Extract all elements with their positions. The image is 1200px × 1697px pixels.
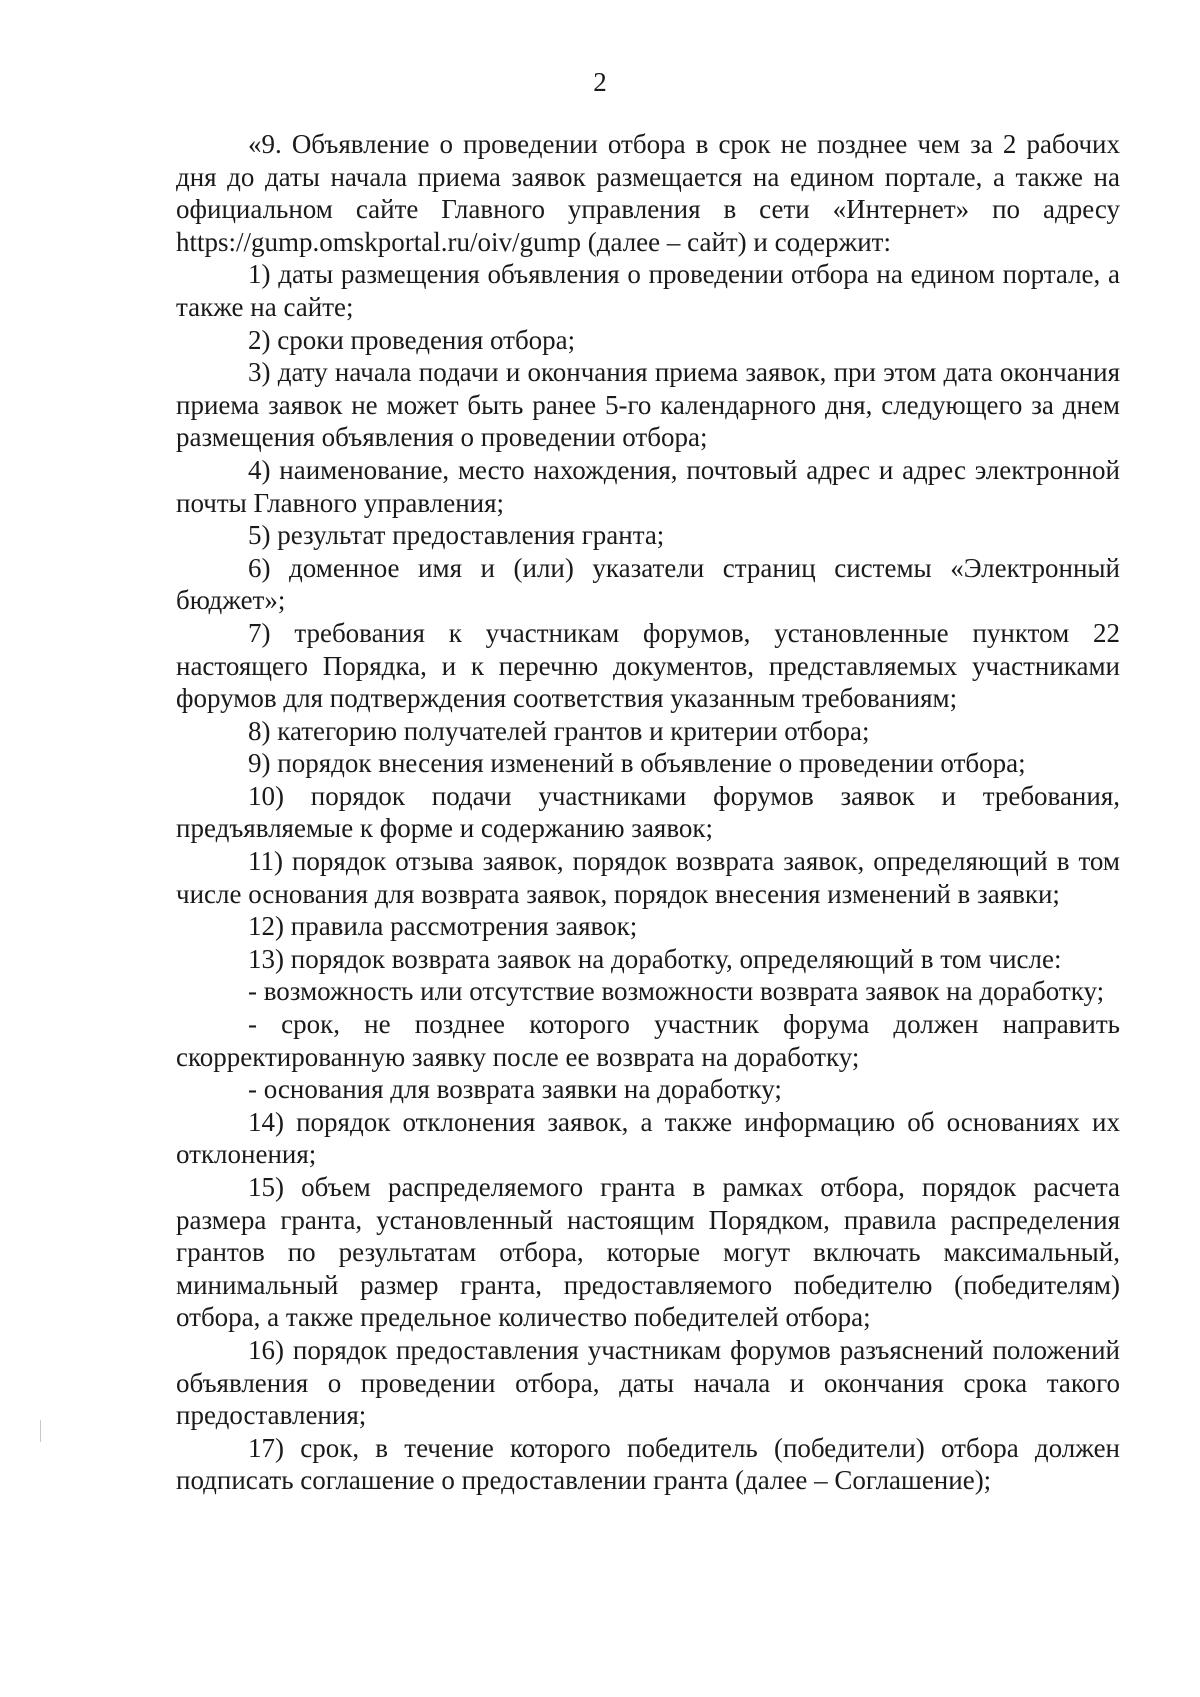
list-item-15: 15) объем распределяемого гранта в рамках отбора, порядок расчета размера гранта, установленный настоящим Порядком, правила распределения грантов по результатам отбора, которые могут включать максимальный, минимальный размер гранта, предоставляемого победителю (победителям) отбора, а также предельное количество победителей отбора; [176, 1172, 1120, 1333]
page-number: 2 [593, 67, 607, 97]
list-item-3: 3) дату начала подачи и окончания приема заявок, при этом дата окончания приема заявок не может быть ранее 5-го календарного дня, следующего за днем размещения объявления о проведении отбора; [176, 357, 1120, 453]
document-body [176, 128, 1120, 1497]
list-item-10: 10) порядок подачи участниками форумов заявок и требования, предъявляемые к форме и содержанию заявок; [176, 780, 1120, 844]
list-item-5: 5) результат предоставления гранта; [248, 520, 665, 551]
list-item-7: 7) требования к участникам форумов, установленные пунктом 22 настоящего Порядка, и к перечню документов, представляемых участниками форумов для подтверждения соответствия указанным требованиям; [176, 617, 1120, 714]
list-item-6: 6) доменное имя и (или) указатели страниц системы «Электронный бюджет»; [176, 552, 1120, 616]
list-item-16: 16) порядок предоставления участникам форумов разъяснений положений объявления о проведении отбора, даты начала и окончания срока такого предоставления; [176, 1334, 1120, 1431]
list-item-17: 17) срок, в течение которого победитель (победители) отбора должен подписать соглашение о предоставлении гранта (далее – Соглашение); [176, 1432, 1120, 1496]
list-item-8: 8) категорию получателей грантов и критерии отбора; [248, 715, 870, 746]
list-item-12: 12) правила рассмотрения заявок; [248, 911, 638, 942]
list-item-11: 11) порядок отзыва заявок, порядок возврата заявок, определяющий в том числе основания для возврата заявок, порядок внесения изменений в заявки; [176, 846, 1120, 909]
list-item-9: 9) порядок внесения изменений в объявление о проведении отбора; [248, 748, 1026, 779]
list-subitem-13-b: - срок, не позднее которого участник форума должен направить скорректированную заявку после ее возврата на доработку; [176, 1009, 1120, 1072]
list-item-14: 14) порядок отклонения заявок, а также информацию об основаниях их отклонения; [176, 1106, 1120, 1170]
list-item-2: 2) сроки проведения отбора; [248, 324, 576, 355]
list-item-13: 13) порядок возврата заявок на доработку, определяющий в том числе: [248, 943, 1062, 974]
list-item-4: 4) наименование, место нахождения, почтовый адрес и адрес электронной почты Главного управления; [176, 454, 1120, 518]
list-subitem-13-a: - возможность или отсутствие возможности возврата заявок на доработку; [248, 976, 1105, 1007]
list-subitem-13-c: - основания для возврата заявки на доработку; [248, 1074, 782, 1105]
scan-artifact-line [40, 1420, 41, 1442]
list-item-1: 1) даты размещения объявления о проведении отбора на едином портале, а также на сайте; [176, 259, 1120, 322]
paragraph-intro: «9. Объявление о проведении отбора в срок не позднее чем за 2 рабочих дня до даты начала приема заявок размещается на едином портале, а также на официальном сайте Главного управления в сети «Интернет» по адресу https://gump.omskportal.ru/oiv/gump (далее – сайт) и содержит: [176, 129, 1120, 257]
